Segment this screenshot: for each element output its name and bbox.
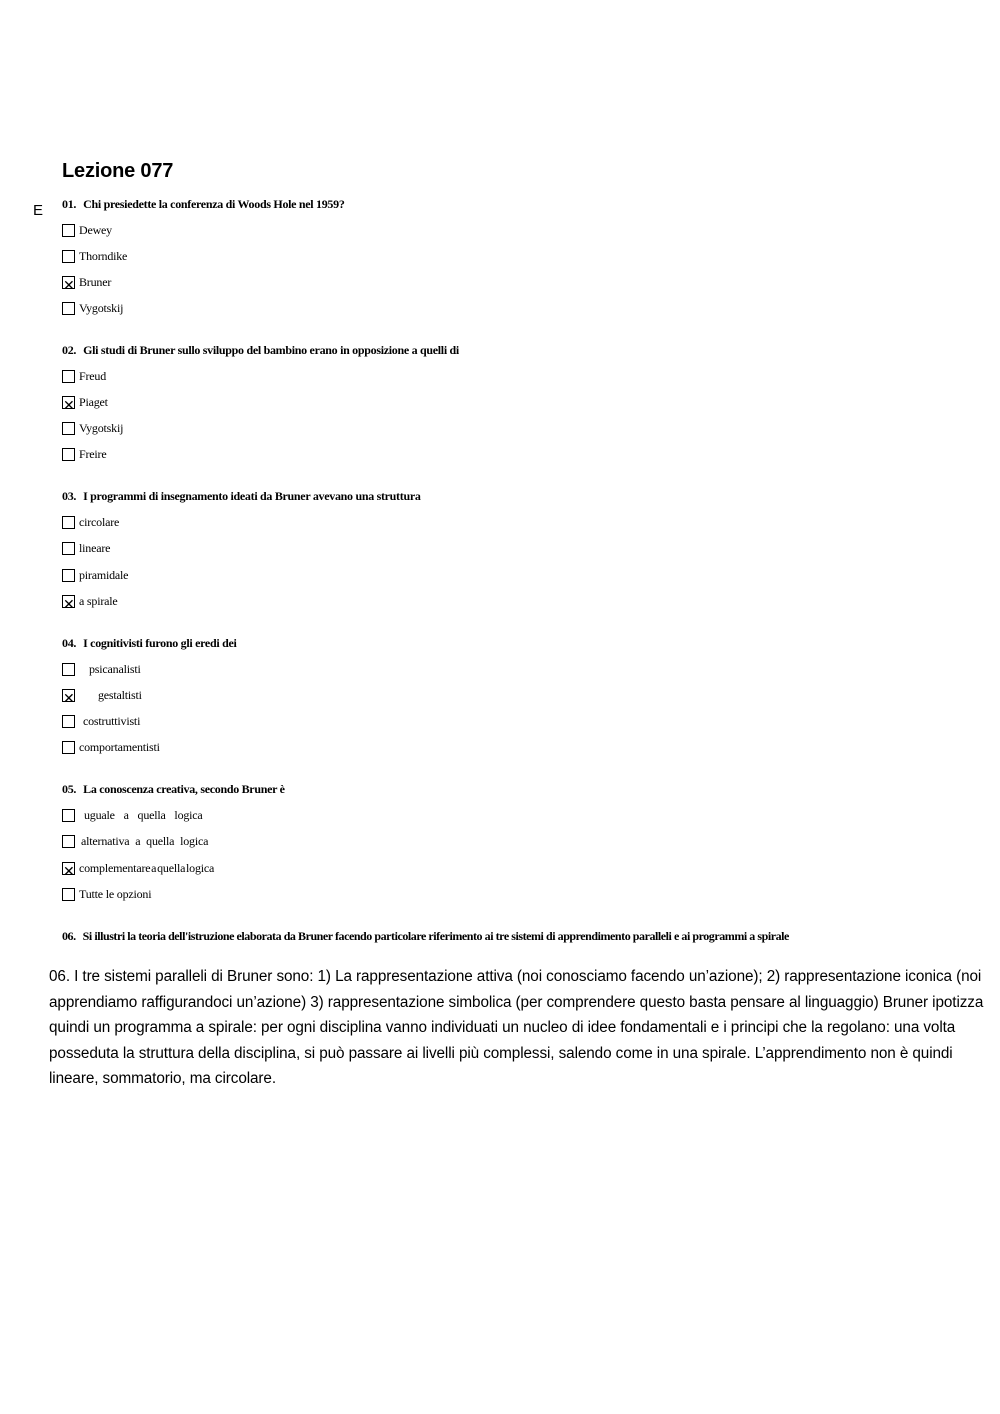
option-label: circolare <box>79 514 120 529</box>
option-label: piramidale <box>79 567 129 582</box>
checkbox[interactable] <box>62 542 75 555</box>
margin-letter: E <box>33 202 44 219</box>
option-label: a spirale <box>79 593 118 608</box>
option-label: Tutte le opzioni <box>79 886 152 901</box>
question-text: I cognitivisti furono gli eredi dei <box>83 636 237 650</box>
option-dewey[interactable] <box>62 222 112 238</box>
question-number: 01. <box>62 197 77 211</box>
checkbox[interactable] <box>62 741 75 754</box>
question-06 <box>62 929 789 944</box>
check-mark-icon: ✕ <box>63 277 75 294</box>
question-text: Gli studi di Bruner sullo sviluppo del bambino erano in opposizione a quelli di <box>83 343 459 357</box>
option-label: gestaltisti <box>98 687 142 702</box>
checkbox[interactable] <box>62 516 75 529</box>
checkbox[interactable] <box>62 276 75 294</box>
option-comportamentisti[interactable] <box>62 739 160 755</box>
question-number: 06. <box>62 929 76 943</box>
checkbox[interactable] <box>62 715 75 728</box>
option-alternativa[interactable] <box>62 833 208 849</box>
checkbox[interactable] <box>62 370 75 383</box>
option-label: complementare a quella logica <box>79 860 215 875</box>
option-gestaltisti[interactable] <box>62 687 142 707</box>
question-01 <box>62 197 345 212</box>
check-mark-icon: ✕ <box>63 397 75 414</box>
option-label: lineare <box>79 540 111 555</box>
option-label: Freud <box>79 368 106 383</box>
option-psicanalisti[interactable] <box>62 661 141 677</box>
check-mark-icon: ✕ <box>63 863 75 880</box>
option-piramidale[interactable] <box>62 567 128 583</box>
question-03 <box>62 489 421 504</box>
checkbox[interactable] <box>62 835 75 848</box>
question-number: 04. <box>62 636 77 650</box>
question-number: 03. <box>62 489 77 503</box>
page-title: Lezione 077 <box>62 160 174 182</box>
option-lineare[interactable] <box>62 540 110 556</box>
option-label: Vygotskij <box>79 300 124 315</box>
question-text: Chi presiedette la conferenza di Woods Hole nel 1959? <box>83 197 345 211</box>
option-label: psicanalisti <box>89 661 141 676</box>
checkbox[interactable] <box>62 396 75 414</box>
option-vygotskij[interactable] <box>62 420 123 436</box>
question-04 <box>62 636 237 651</box>
question-number: 02. <box>62 343 77 357</box>
option-freire[interactable] <box>62 446 106 462</box>
option-label: uguale a quella logica <box>84 807 203 822</box>
question-text: I programmi di insegnamento ideati da Bruner avevano una struttura <box>83 489 421 503</box>
option-label: Vygotskij <box>79 420 124 435</box>
option-label: costruttivisti <box>83 713 141 728</box>
option-circolare[interactable] <box>62 514 119 530</box>
question-number: 05. <box>62 782 77 796</box>
check-mark-icon: ✕ <box>63 690 75 707</box>
option-label: Freire <box>79 446 107 461</box>
checkbox[interactable] <box>62 689 75 707</box>
checkbox[interactable] <box>62 224 75 237</box>
option-piaget[interactable] <box>62 394 108 414</box>
option-costruttivisti[interactable] <box>62 713 140 729</box>
option-complementare[interactable] <box>62 860 215 880</box>
checkbox[interactable] <box>62 569 75 582</box>
checkbox[interactable] <box>62 888 75 901</box>
option-label: alternativa a quella logica <box>81 833 209 848</box>
option-label: comportamentisti <box>79 739 160 754</box>
option-tutte-le-opzioni[interactable] <box>62 886 151 902</box>
option-vygotskij[interactable] <box>62 300 123 316</box>
option-label: Dewey <box>79 222 112 237</box>
question-text: La conoscenza creativa, secondo Bruner è <box>83 782 285 796</box>
question-02 <box>62 343 459 358</box>
option-a-spirale[interactable] <box>62 593 118 613</box>
checkbox[interactable] <box>62 302 75 315</box>
option-thorndike[interactable] <box>62 248 127 264</box>
checkbox[interactable] <box>62 448 75 461</box>
option-label: Thorndike <box>79 248 128 263</box>
option-bruner[interactable] <box>62 274 112 294</box>
checkbox[interactable] <box>62 809 75 822</box>
checkbox[interactable] <box>62 595 75 613</box>
question-text: Si illustri la teoria dell'istruzione elaborata da Bruner facendo particolare riferimento ai tre sistemi di apprendimento paralleli e ai programmi a spirale <box>82 929 789 943</box>
option-uguale[interactable] <box>62 807 203 823</box>
checkbox[interactable] <box>62 250 75 263</box>
check-mark-icon: ✕ <box>63 596 75 613</box>
question-05 <box>62 782 285 797</box>
checkbox[interactable] <box>62 663 75 676</box>
option-freud[interactable] <box>62 368 106 384</box>
answer-text: 06. I tre sistemi paralleli di Bruner sono: 1) La rappresentazione attiva (noi conosciamo facendo un’azione); 2) rappresentazione iconica (noi apprendiamo raffigurandoci un’azione) 3) rappresentazione simbolica (per comprendere questo basta pensare al linguaggio) Bruner ipotizza quindi un programma a spirale: per ogni disciplina vanno individuati un nucleo di idee fondamentali e i principi che la regolano: una volta posseduta la struttura della disciplina, si può passare ai livelli più complessi, salendo come in una spirale. L’apprendimento non è quindi lineare, sommatorio, ma circolare. <box>49 968 984 1087</box>
checkbox[interactable] <box>62 862 75 880</box>
option-label: Piaget <box>79 394 108 409</box>
option-label: Bruner <box>79 274 112 289</box>
checkbox[interactable] <box>62 422 75 435</box>
